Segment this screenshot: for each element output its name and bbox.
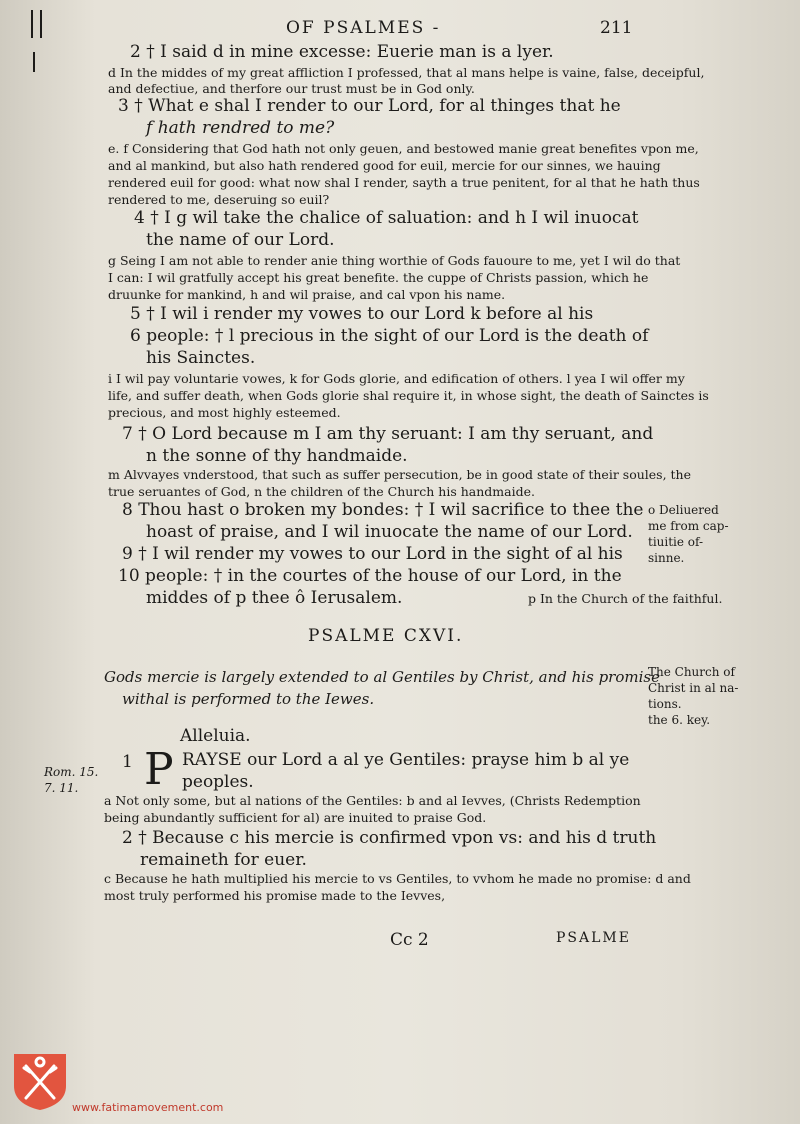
verse-4-cont: the name of our Lord. bbox=[146, 230, 335, 250]
note-g-2: I can: I wil gratfully accept his great benefite. the cuppe of Christs passion, which he bbox=[108, 270, 649, 285]
verse-2: 2 † I said d in mine excesse: Euerie man is a lyer. bbox=[130, 42, 554, 62]
note-m-1: m Alvvayes vnderstood, that such as suffer persecution, be in good state of their soules, the bbox=[108, 467, 691, 482]
margin-delivered-4: sinne. bbox=[648, 551, 685, 565]
note-g-3: druunke for mankind, h and wil praise, and cal vpon his name. bbox=[108, 287, 506, 302]
margin-note-delivered bbox=[648, 502, 729, 566]
verse-8-cont: hoast of praise, and I wil inuocate the name of our Lord. bbox=[146, 522, 633, 542]
signature-mark: Cc 2 bbox=[390, 930, 429, 950]
verse-10-cont: middes of p thee ô Ierusalem. bbox=[146, 588, 403, 608]
margin-delivered-2: me from cap- bbox=[648, 519, 729, 533]
verse-2b-cont: remaineth for euer. bbox=[140, 850, 307, 870]
margin-church-3: tions. bbox=[648, 697, 682, 711]
note-i-3: precious, and most highly esteemed. bbox=[108, 405, 341, 420]
margin-delivered-1: o Deliuered bbox=[648, 503, 719, 517]
verse-6-cont: his Sainctes. bbox=[146, 348, 256, 368]
verse-2b: 2 † Because c his mercie is confirmed vpon vs: and his d truth bbox=[122, 828, 657, 848]
verse-1-cont: peoples. bbox=[182, 772, 254, 792]
verse-10: 10 people: † in the courtes of the house of our Lord, in the bbox=[118, 566, 622, 586]
margin-note-church bbox=[648, 664, 738, 728]
verse-7-cont: n the sonne of thy handmaide. bbox=[146, 446, 408, 466]
note-e-1: e. f Considering that God hath not only geuen, and bestowed manie great benefites vpon me, bbox=[108, 141, 699, 156]
note-d-1: d In the middes of my great affliction I professed, that al mans helpe is vaine, false, deceipful, bbox=[108, 65, 705, 80]
margin-ref bbox=[44, 764, 98, 796]
note-c-2: most truly performed his promise made to the Ievves, bbox=[104, 888, 446, 903]
watermark-url[interactable]: www.fatimamovement.com bbox=[72, 1101, 224, 1114]
margin-ref-2: 7. 11. bbox=[44, 781, 79, 795]
verse-7: 7 † O Lord because m I am thy seruant: I am thy seruant, and bbox=[122, 424, 654, 444]
margin-ref-1: Rom. 15. bbox=[44, 765, 99, 779]
verse-1-number: 1 bbox=[122, 752, 133, 772]
note-p: p In the Church of the faithful. bbox=[528, 591, 723, 606]
margin-church-4: the 6. key. bbox=[648, 713, 711, 727]
verse-6: 6 people: † l precious in the sight of our Lord is the death of bbox=[130, 326, 649, 346]
note-e-4: rendered to me, deseruing so euil? bbox=[108, 192, 330, 207]
note-e-3: rendered euil for good: what now shal I render, sayth a true penitent, for al that he hath thus bbox=[108, 175, 700, 190]
catchword: PSALME bbox=[556, 930, 631, 946]
verse-3-cont: f hath rendred to me? bbox=[146, 118, 335, 138]
watermark-keys-logo bbox=[12, 1052, 68, 1112]
verse-8: 8 Thou hast o broken my bondes: † I wil sacrifice to thee the bbox=[122, 500, 644, 520]
note-d-2: and defectiue, and therfore our trust must be in God only. bbox=[108, 81, 475, 96]
margin-church-2: Christ in al na- bbox=[648, 681, 739, 695]
note-i-1: i I wil pay voluntarie vowes, k for Gods glorie, and edification of others. l yea I wil offer my bbox=[108, 371, 685, 386]
note-a-2: being abundantly sufficient for al) are inuited to praise God. bbox=[104, 810, 487, 825]
left-rule-1 bbox=[31, 10, 33, 38]
verse-4: 4 † I g wil take the chalice of saluation: and h I wil inuocat bbox=[134, 208, 639, 228]
left-rule-3 bbox=[33, 52, 35, 72]
note-c-1: c Because he hath multiplied his mercie to vs Gentiles, to vvhom he made no promise: d and bbox=[104, 871, 691, 886]
drop-cap: P bbox=[144, 744, 174, 795]
argument-2: withal is performed to the Iewes. bbox=[122, 690, 375, 708]
left-rule-2 bbox=[40, 10, 42, 38]
alleluia: Alleluia. bbox=[180, 726, 251, 746]
margin-delivered-3: tiuitie of- bbox=[648, 535, 704, 549]
running-header: OF PSALMES - bbox=[286, 18, 441, 38]
note-e-2: and al mankind, but also hath rendered good for euil, mercie for our sinnes, we hauing bbox=[108, 158, 661, 173]
note-a-1: a Not only some, but al nations of the Gentiles: b and al Ievves, (Christs Redemption bbox=[104, 793, 641, 808]
psalm-title: PSALME CXVI. bbox=[308, 626, 464, 646]
verse-1: RAYSE our Lord a al ye Gentiles: prayse him b al ye bbox=[182, 750, 630, 770]
verse-5: 5 † I wil i render my vowes to our Lord k before al his bbox=[130, 304, 594, 324]
verse-9: 9 † I wil render my vowes to our Lord in the sight of al his bbox=[122, 544, 623, 564]
argument-1: Gods mercie is largely extended to al Gentiles by Christ, and his promise bbox=[104, 668, 660, 686]
margin-church-1: The Church of bbox=[648, 665, 735, 679]
page-number: 211 bbox=[600, 18, 633, 38]
note-g-1: g Seing I am not able to render anie thing worthie of Gods fauoure to me, yet I wil do that bbox=[108, 253, 681, 268]
note-i-2: life, and suffer death, when Gods glorie shal require it, in whose sight, the death of Sainctes is bbox=[108, 388, 709, 403]
note-m-2: true seruantes of God, n the children of the Church his handmaide. bbox=[108, 484, 535, 499]
verse-3: 3 † What e shal I render to our Lord, for al thinges that he bbox=[118, 96, 621, 116]
